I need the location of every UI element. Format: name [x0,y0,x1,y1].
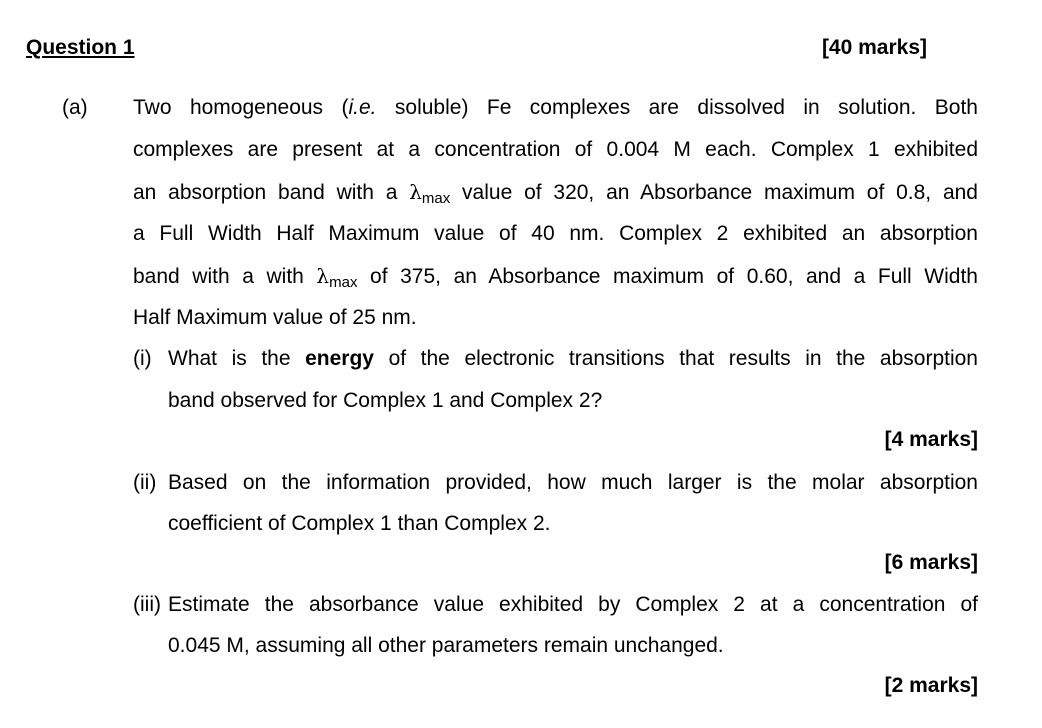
intro-line-2: complexes are present at a concentration of 0.004 M each. Complex 1 exhibited [133,138,978,161]
intro-line-4: a Full Width Half Maximum value of 40 nm. Complex 2 exhibited an absorption [133,222,978,245]
intro-line-6: Half Maximum value of 25 nm. [133,306,417,329]
max-subscript: max [421,190,451,207]
total-marks: [40 marks] [821,36,927,59]
intro-text: Two homogeneous ( [133,96,349,119]
intro-text: an absorption band with a [133,181,410,204]
sub-question-i-line-2: band observed for Complex 1 and Complex 2? [168,389,603,412]
sub-question-ii-marks: [6 marks] [884,551,978,574]
intro-text: of 375, an Absorbance maximum of 0.60, and a Full Width [357,265,978,288]
intro-text: value of 320, an Absorbance maximum of 0.8, and [450,181,978,204]
question-text: What is the [168,347,306,370]
sub-question-i-line-1 [168,347,978,371]
part-a-label: (a) [62,96,88,119]
sub-question-iii-line-1: Estimate the absorbance value exhibited by Complex 2 at a concentration of [168,593,978,616]
energy-emphasis: energy [305,347,374,370]
question-text: of the electronic transitions that results in the absorption [374,347,978,370]
question-title: Question 1 [26,36,135,59]
lambda-symbol: λ [409,180,422,204]
intro-line-3 [133,180,978,205]
sub-question-i-label: (i) [133,347,152,370]
sub-question-ii-line-1: Based on the information provided, how much larger is the molar absorption [168,471,978,494]
intro-line-1 [133,96,978,120]
intro-text: band with a with [133,265,317,288]
intro-line-5 [133,264,978,289]
lambda-symbol: λ [316,264,330,288]
max-subscript: max [329,274,358,291]
sub-question-iii-line-2: 0.045 M, assuming all other parameters remain unchanged. [168,634,724,657]
sub-question-i-marks: [4 marks] [884,428,978,451]
sub-question-iii-label: (iii) [133,593,161,616]
sub-question-iii-marks: [2 marks] [884,674,978,697]
sub-question-ii-label: (ii) [133,471,157,494]
intro-ie: i.e. [348,96,377,119]
intro-text: soluble) Fe complexes are dissolved in solution. Both [376,96,978,119]
sub-question-ii-line-2: coefficient of Complex 1 than Complex 2. [168,512,551,535]
